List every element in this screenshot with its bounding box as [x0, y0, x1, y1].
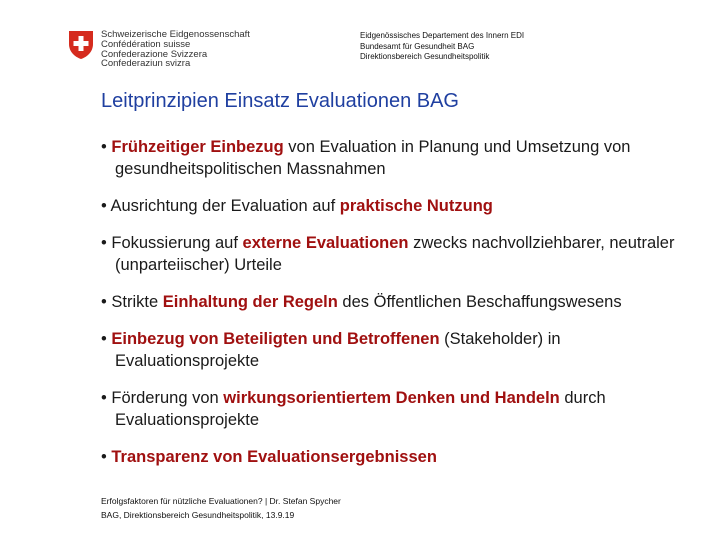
bullet-highlight: Frühzeitiger Einbezug — [111, 138, 284, 156]
confederation-line: Confédération suisse — [101, 38, 191, 50]
bullet-item: • Fokussierung auf externe Evaluationen zwecks nachvollziehbarer, neutraler (unparteiischer) Urteile — [101, 234, 675, 274]
bullet-item: • Förderung von wirkungsorientiertem Denken und Handeln durch Evaluationsprojekte — [101, 389, 606, 429]
slide-title: Leitprinzipien Einsatz Evaluationen BAG — [101, 90, 459, 112]
bullet-highlight: Einbezug von Beteiligten und Betroffenen — [111, 330, 440, 348]
bullet-item: • Ausrichtung der Evaluation auf praktische Nutzung — [101, 197, 493, 215]
department-line: Bundesamt für Gesundheit BAG — [360, 41, 475, 51]
bullet-text: Förderung von — [111, 389, 224, 407]
department-line: Direktionsbereich Gesundheitspolitik — [360, 52, 490, 61]
bullet-item: • Transparenz von Evaluationsergebnissen — [101, 448, 437, 466]
bullet-text: Fokussierung auf — [111, 234, 243, 252]
bullet-list — [101, 136, 691, 483]
confederation-names — [101, 30, 250, 69]
bullet-item: • Strikte Einhaltung der Regeln des Öffentlichen Beschaffungswesens — [101, 293, 622, 311]
footer-line: BAG, Direktionsbereich Gesundheitspolitik, 13.9.19 — [101, 510, 295, 520]
footer-line: Erfolgsfaktoren für nützliche Evaluationen? | Dr. Stefan Spycher — [101, 496, 341, 506]
bullet-text: zwecks nachvollziehbarer, neutraler (unparteiischer) Urteile — [115, 234, 675, 274]
department-line: Eidgenössisches Departement des Innern EDI — [360, 31, 525, 40]
bullet-text: Ausrichtung der Evaluation auf — [110, 197, 340, 215]
bullet-item: • Frühzeitiger Einbezug von Evaluation in Planung und Umsetzung von gesundheitspolitischen Massnahmen — [101, 138, 631, 178]
bullet-highlight: Einhaltung der Regeln — [162, 293, 338, 311]
bullet-highlight: praktische Nutzung — [339, 197, 493, 215]
swiss-cross-shield-icon — [68, 30, 94, 60]
bullet-highlight: Transparenz von Evaluationsergebnissen — [111, 448, 437, 466]
confederation-line: Confederazione Svizzera — [101, 48, 208, 60]
confederation-line: Schweizerische Eidgenossenschaft — [101, 29, 250, 40]
confederation-line: Confederaziun svizra — [101, 58, 191, 70]
bullet-highlight: wirkungsorientiertem Denken und Handeln — [223, 389, 560, 407]
department-block — [360, 31, 524, 63]
bullet-highlight: externe Evaluationen — [242, 234, 409, 252]
bullet-text: Strikte — [111, 293, 163, 311]
bullet-text: von Evaluation in Planung und Umsetzung von gesundheitspolitischen Massnahmen — [115, 138, 631, 178]
bullet-item: • Einbezug von Beteiligten und Betroffenen (Stakeholder) in Evaluationsprojekte — [101, 330, 561, 370]
bullet-text: (Stakeholder) in Evaluationsprojekte — [115, 330, 561, 370]
footer — [101, 494, 341, 522]
bullet-text: durch Evaluationsprojekte — [115, 389, 606, 429]
bullet-text: des Öffentlichen Beschaffungswesens — [337, 293, 622, 311]
